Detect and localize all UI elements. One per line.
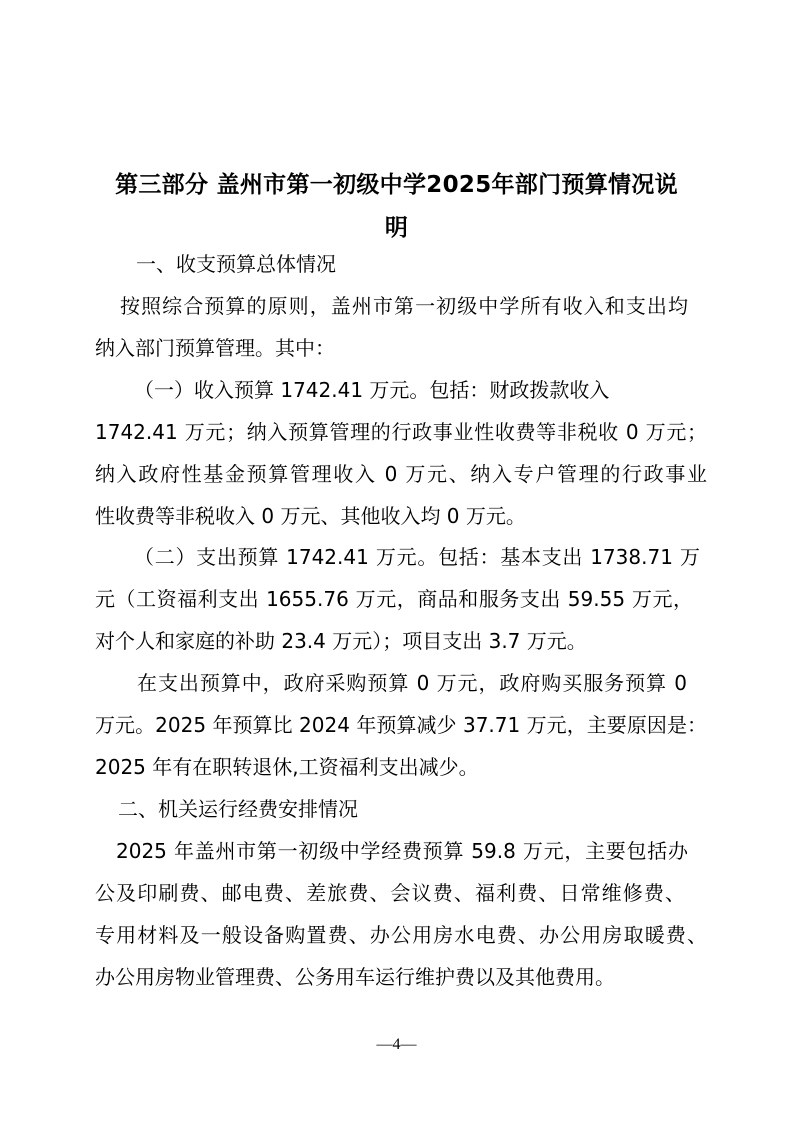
- paragraph-income-line-2: 1742.41 万元；纳入预算管理的行政事业性收费等非税收 0 万元；: [95, 420, 707, 444]
- paragraph-operating-line-1: 2025 年盖州市第一初级中学经费预算 59.8 万元，主要包括办: [116, 839, 688, 863]
- paragraph-income-line-1: （一）收入预算 1742.41 万元。包括：财政拨款收入: [134, 378, 610, 402]
- page-number: —4—: [376, 1036, 417, 1053]
- paragraph-procurement-line-2: 万元。2025 年预算比 2024 年预算减少 37.71 万元，主要原因是：: [95, 713, 707, 737]
- paragraph-procurement-line-1: 在支出预算中，政府采购预算 0 万元，政府购买服务预算 0: [137, 671, 687, 695]
- paragraph-expense-line-3: 对个人和家庭的补助 23.4 万元）；项目支出 3.7 万元。: [95, 629, 587, 653]
- paragraph-operating-line-3: 专用材料及一般设备购置费、办公用房水电费、办公用房取暖费、: [95, 923, 707, 947]
- paragraph-operating-line-2: 公及印刷费、邮电费、差旅费、会议费、福利费、日常维修费、: [95, 881, 685, 905]
- section-heading-operating-costs: 二、机关运行经费安排情况: [118, 797, 358, 821]
- document-title-line-1: 第三部分 盖州市第一初级中学2025年部门预算情况说: [115, 172, 678, 198]
- paragraph-expense-line-1: （二）支出预算 1742.41 万元。包括：基本支出 1738.71 万: [134, 545, 700, 569]
- paragraph-operating-line-4: 办公用房物业管理费、公务用车运行维护费以及其他费用。: [95, 965, 615, 989]
- paragraph-intro-line-1: 按照综合预算的原则，盖州市第一初级中学所有收入和支出均: [120, 294, 688, 318]
- paragraph-procurement-line-3: 2025 年有在职转退休,工资福利支出减少。: [95, 755, 479, 779]
- paragraph-income-line-3: 纳入政府性基金预算管理收入 0 万元、纳入专户管理的行政事业: [95, 462, 707, 486]
- paragraph-intro-line-2: 纳入部门预算管理。其中：: [95, 336, 335, 360]
- paragraph-expense-line-2: 元（工资福利支出 1655.76 万元，商品和服务支出 59.55 万元，: [95, 587, 693, 611]
- section-heading-budget-overview: 一、收支预算总体情况: [136, 252, 336, 276]
- paragraph-income-line-4: 性收费等非税收入 0 万元、其他收入均 0 万元。: [95, 504, 526, 528]
- document-title-line-2: 明: [384, 215, 409, 241]
